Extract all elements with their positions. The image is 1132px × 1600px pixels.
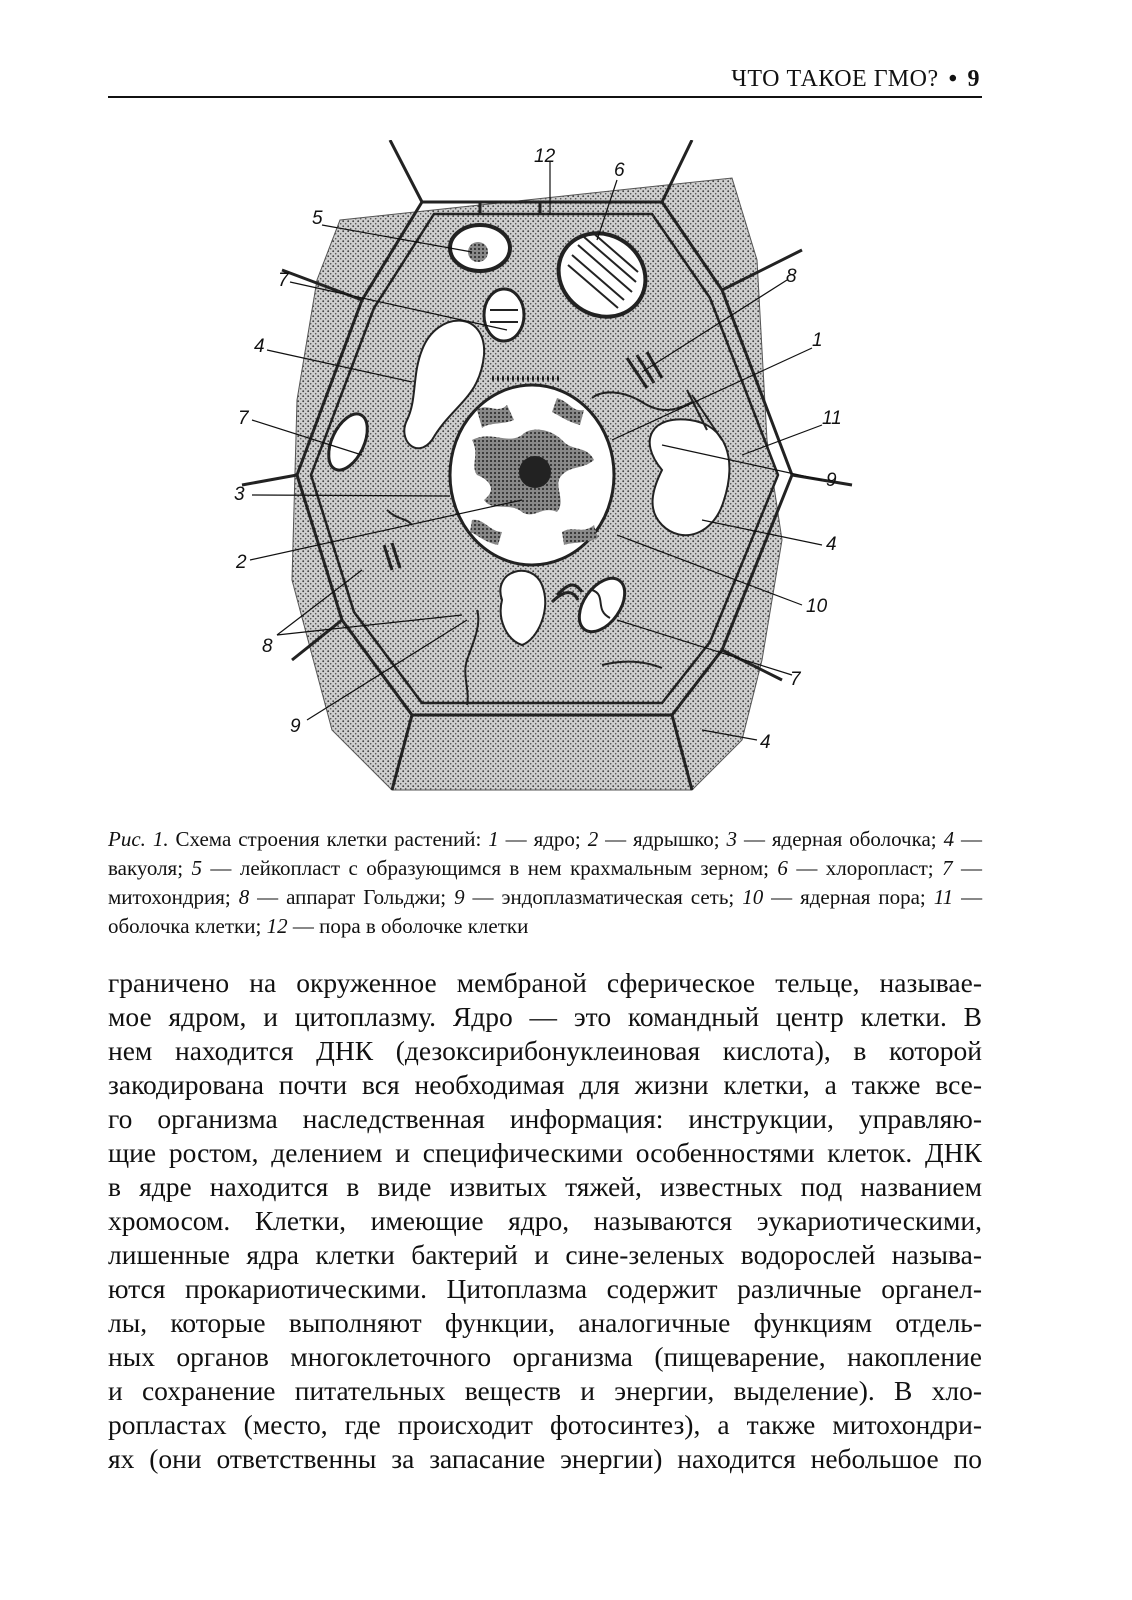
caption-item: 3 — ядерная оболочка; <box>726 827 937 851</box>
body-line: лы, которые выполняют функции, аналогичные функциям отдель- <box>108 1307 982 1338</box>
caption-item: 6 — хлоропласт; <box>777 856 934 880</box>
body-line: ных органов многоклеточного организма (пищеварение, накопление <box>108 1341 982 1372</box>
label-4-right: 4 <box>826 534 837 555</box>
caption-item: 10 — ядерная пора; <box>742 885 926 909</box>
body-line: нем находится ДНК (дезоксирибонуклеиновая кислота), в которой <box>108 1035 982 1066</box>
label-11: 11 <box>822 408 842 429</box>
label-6: 6 <box>614 160 625 181</box>
running-header <box>108 62 982 98</box>
caption-item: 12 — пора в оболочке клетки <box>266 914 529 938</box>
page-number: 9 <box>967 66 980 92</box>
label-1: 1 <box>812 330 823 351</box>
plant-cell-figure <box>222 140 862 800</box>
body-line: ропластах (место, где происходит фотосинтез), а также митохондри- <box>108 1409 982 1440</box>
label-10: 10 <box>806 596 828 617</box>
body-line: мое ядром, и цитоплазму. Ядро — это командный центр клетки. В <box>108 1001 982 1032</box>
label-9-bottom: 9 <box>290 716 301 737</box>
body-line: го организма наследственная информация: инструкции, управляю- <box>108 1103 982 1134</box>
label-3: 3 <box>234 484 245 505</box>
running-header-text <box>731 66 980 93</box>
label-2: 2 <box>236 552 247 573</box>
caption-item: 1 — ядро; <box>488 827 581 851</box>
caption-item: 5 — лейкопласт с образующимся в нем крахмальным зерном; <box>191 856 769 880</box>
label-8-bottom: 8 <box>262 636 273 657</box>
body-line: хромосом. Клетки, имеющие ядро, называются эукариотическими, <box>108 1205 982 1236</box>
caption-ref: Рис. 1. <box>108 827 169 851</box>
body-line: граничено на окруженное мембраной сферическое тельце, называе- <box>108 967 982 998</box>
caption-item: 4 — вакуоля; <box>108 827 982 880</box>
caption-item: 2 — ядрышко; <box>587 827 720 851</box>
header-separator: • <box>948 66 958 92</box>
body-line: лишенные ядра клетки бактерий и сине-зеленых водорослей называ- <box>108 1239 982 1270</box>
running-title: ЧТО ТАКОЕ ГМО? <box>731 66 939 92</box>
caption-item: 9 — эндоплазматическая сеть; <box>454 885 735 909</box>
figure-caption <box>108 825 982 941</box>
body-line: в ядре находится в виде извитых тяжей, известных под названием <box>108 1171 982 1202</box>
label-5: 5 <box>312 208 323 229</box>
label-4-left: 4 <box>254 336 265 357</box>
label-7-top: 7 <box>278 270 289 291</box>
label-7-bottom: 7 <box>790 669 801 690</box>
body-line: щие ростом, делением и специфическими особенностями клеток. ДНК <box>108 1137 982 1168</box>
label-8-top: 8 <box>786 266 797 287</box>
caption-title: Схема строения клетки растений: <box>175 827 482 851</box>
body-line: и сохранение питательных веществ и энергии, выделение). В хло- <box>108 1375 982 1406</box>
plant-cell-diagram <box>222 140 862 800</box>
body-line: ях (они ответственны за запасание энергии) находится небольшое по <box>108 1443 982 1474</box>
label-4-bottom: 4 <box>760 732 771 753</box>
nucleolus <box>519 456 551 488</box>
body-line: ются прокариотическими. Цитоплазма содержит различные органел- <box>108 1273 982 1304</box>
label-9-right: 9 <box>826 470 837 491</box>
caption-item: 7 — митохондрия; <box>108 856 982 909</box>
caption-item: 8 — аппарат Гольджи; <box>238 885 447 909</box>
caption-item: 11 — оболочка клетки; <box>108 885 983 938</box>
body-line: закодирована почти вся необходимая для жизни клетки, а также все- <box>108 1069 982 1100</box>
mitochondrion-top <box>484 289 524 341</box>
label-12: 12 <box>534 146 556 167</box>
label-7-left: 7 <box>238 408 249 429</box>
body-text <box>108 966 982 1476</box>
